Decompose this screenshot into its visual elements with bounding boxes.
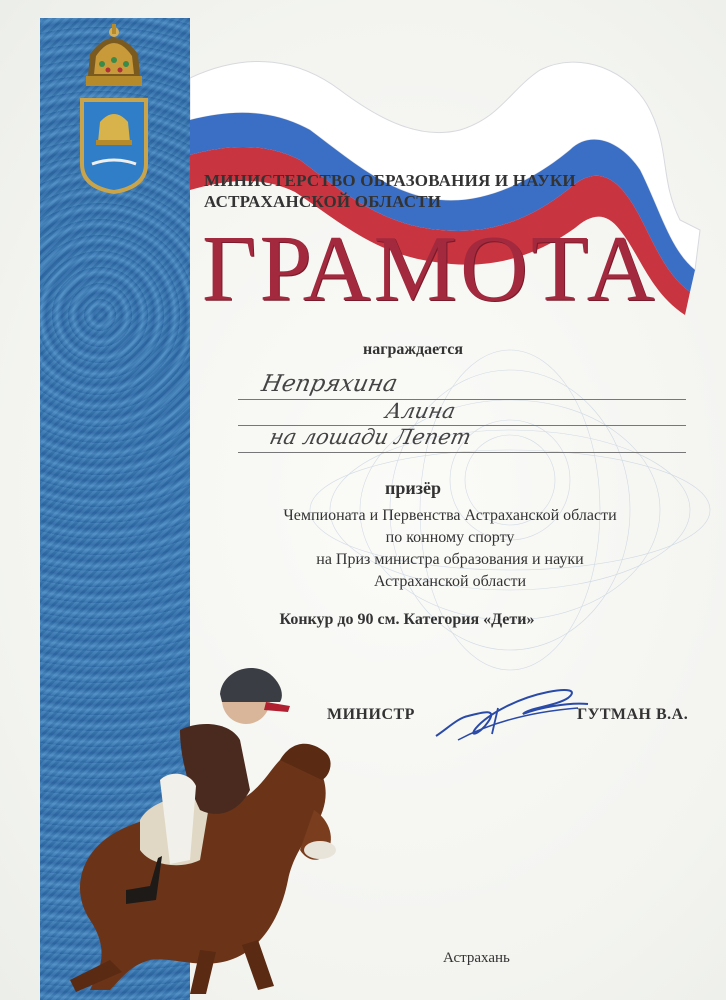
- city-label: Астрахань: [443, 950, 510, 966]
- astrakhan-coat-of-arms-icon: [76, 24, 152, 196]
- ministry-line-2: АСТРАХАНСКОЙ ОБЛАСТИ: [204, 192, 442, 211]
- prize-label: призёр: [385, 478, 441, 498]
- recipient-surname: Непряхина: [259, 371, 400, 397]
- recipient-line-3: [238, 452, 686, 453]
- championship-line-3: на Приз министра образования и науки: [316, 551, 584, 568]
- recipient-line-1: [238, 399, 686, 400]
- awarded-label: награждается: [363, 341, 463, 358]
- ministry-header: [204, 170, 576, 212]
- certificate-title: ГРАМОТА: [202, 217, 658, 321]
- championship-line-4: Астраханской области: [373, 573, 527, 590]
- signatory-name: ГУТМАН В.А.: [577, 706, 689, 723]
- signatory-position: МИНИСТР: [327, 706, 415, 723]
- category-text: Конкур до 90 см. Категория «Дети»: [279, 611, 535, 628]
- championship-line-2: по конному спорту: [385, 529, 515, 546]
- recipient-horse: на лошади Лепет: [267, 425, 474, 449]
- recipient-name: Алина: [383, 399, 458, 423]
- handwritten-signature: [428, 678, 598, 748]
- championship-text: [210, 505, 690, 593]
- rider-on-horse-image: [30, 660, 350, 1000]
- ministry-line-1: МИНИСТЕРСТВО ОБРАЗОВАНИЯ И НАУКИ: [204, 171, 576, 190]
- championship-line-1: Чемпионата и Первенства Астраханской области: [283, 507, 617, 524]
